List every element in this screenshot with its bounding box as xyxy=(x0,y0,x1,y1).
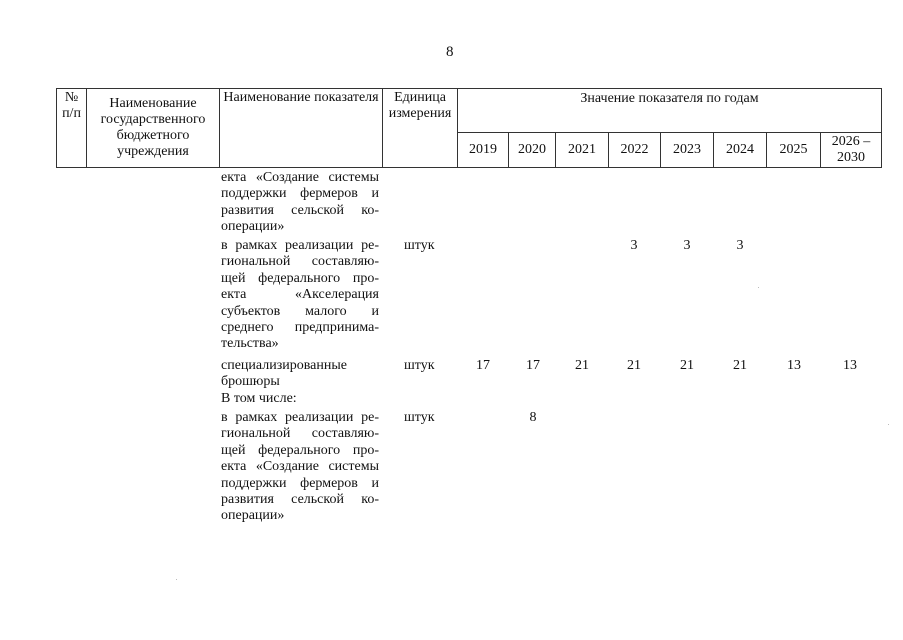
indicator-line: В том числе: xyxy=(221,390,297,406)
indicator-line: поддержки фермеров и xyxy=(221,475,379,491)
indicator-line: брошюры xyxy=(221,374,280,390)
row-value: 17 xyxy=(476,358,490,373)
header-col-num: № п/п xyxy=(57,89,87,168)
indicator-line: в рамках реализации ре- xyxy=(221,410,379,425)
indicator-line: операции» xyxy=(221,219,285,235)
row-unit: штук xyxy=(404,410,435,425)
header-year: 2025 xyxy=(767,133,821,168)
header-year: 2024 xyxy=(714,133,767,168)
indicator-line: щей федерального про- xyxy=(221,442,379,458)
row-value: 3 xyxy=(683,238,691,253)
scan-speck xyxy=(176,579,177,580)
row-value: 8 xyxy=(529,410,537,425)
row-indicator-text xyxy=(221,410,379,525)
row-value: 17 xyxy=(526,358,540,373)
header-year: 2026 – 2030 xyxy=(821,133,882,168)
indicator-line: щей федерального про- xyxy=(221,270,379,286)
scan-speck xyxy=(758,287,759,288)
indicator-line: гиональной составляю- xyxy=(221,254,379,270)
header-year: 2023 xyxy=(661,133,714,168)
scan-speck xyxy=(888,424,889,425)
row-value: 3 xyxy=(736,238,744,253)
page-number: 8 xyxy=(446,44,454,60)
row-indicator-text xyxy=(221,358,379,407)
header-col-indicator: Наименование показателя xyxy=(220,89,383,168)
header-year: 2022 xyxy=(609,133,661,168)
table-header xyxy=(56,88,882,168)
indicator-line: екта «Создание системы xyxy=(221,459,379,475)
row-value: 21 xyxy=(680,358,694,373)
indicator-line: специализированные xyxy=(221,358,347,373)
indicator-line: екта «Создание системы xyxy=(221,170,379,185)
row-value: 21 xyxy=(627,358,641,373)
row-value: 13 xyxy=(787,358,801,373)
indicator-line: развития сельской ко- xyxy=(221,492,379,508)
header-col-unit: Единица измерения xyxy=(383,89,458,168)
row-value: 21 xyxy=(733,358,747,373)
row-unit: штук xyxy=(404,238,435,253)
header-year: 2021 xyxy=(556,133,609,168)
row-indicator-text xyxy=(221,170,379,236)
indicator-line: развития сельской ко- xyxy=(221,202,379,218)
indicator-line: екта «Акселерация xyxy=(221,287,379,303)
indicator-line: субъектов малого и xyxy=(221,303,379,319)
indicator-line: среднего предпринима- xyxy=(221,320,379,336)
indicator-line: поддержки фермеров и xyxy=(221,186,379,202)
row-value: 3 xyxy=(630,238,638,253)
indicator-line: тельства» xyxy=(221,336,279,352)
row-value: 13 xyxy=(843,358,857,373)
indicator-line: гиональной составляю- xyxy=(221,426,379,442)
header-year: 2020 xyxy=(509,133,556,168)
indicator-line: в рамках реализации ре- xyxy=(221,238,379,253)
header-year: 2019 xyxy=(458,133,509,168)
header-col-institution: Наименование государственного бюджетного учреждения xyxy=(87,89,220,168)
row-unit: штук xyxy=(404,358,435,373)
row-indicator-text xyxy=(221,238,379,353)
indicator-line: операции» xyxy=(221,508,285,524)
header-col-values: Значение показателя по годам xyxy=(458,89,882,133)
row-value: 21 xyxy=(575,358,589,373)
